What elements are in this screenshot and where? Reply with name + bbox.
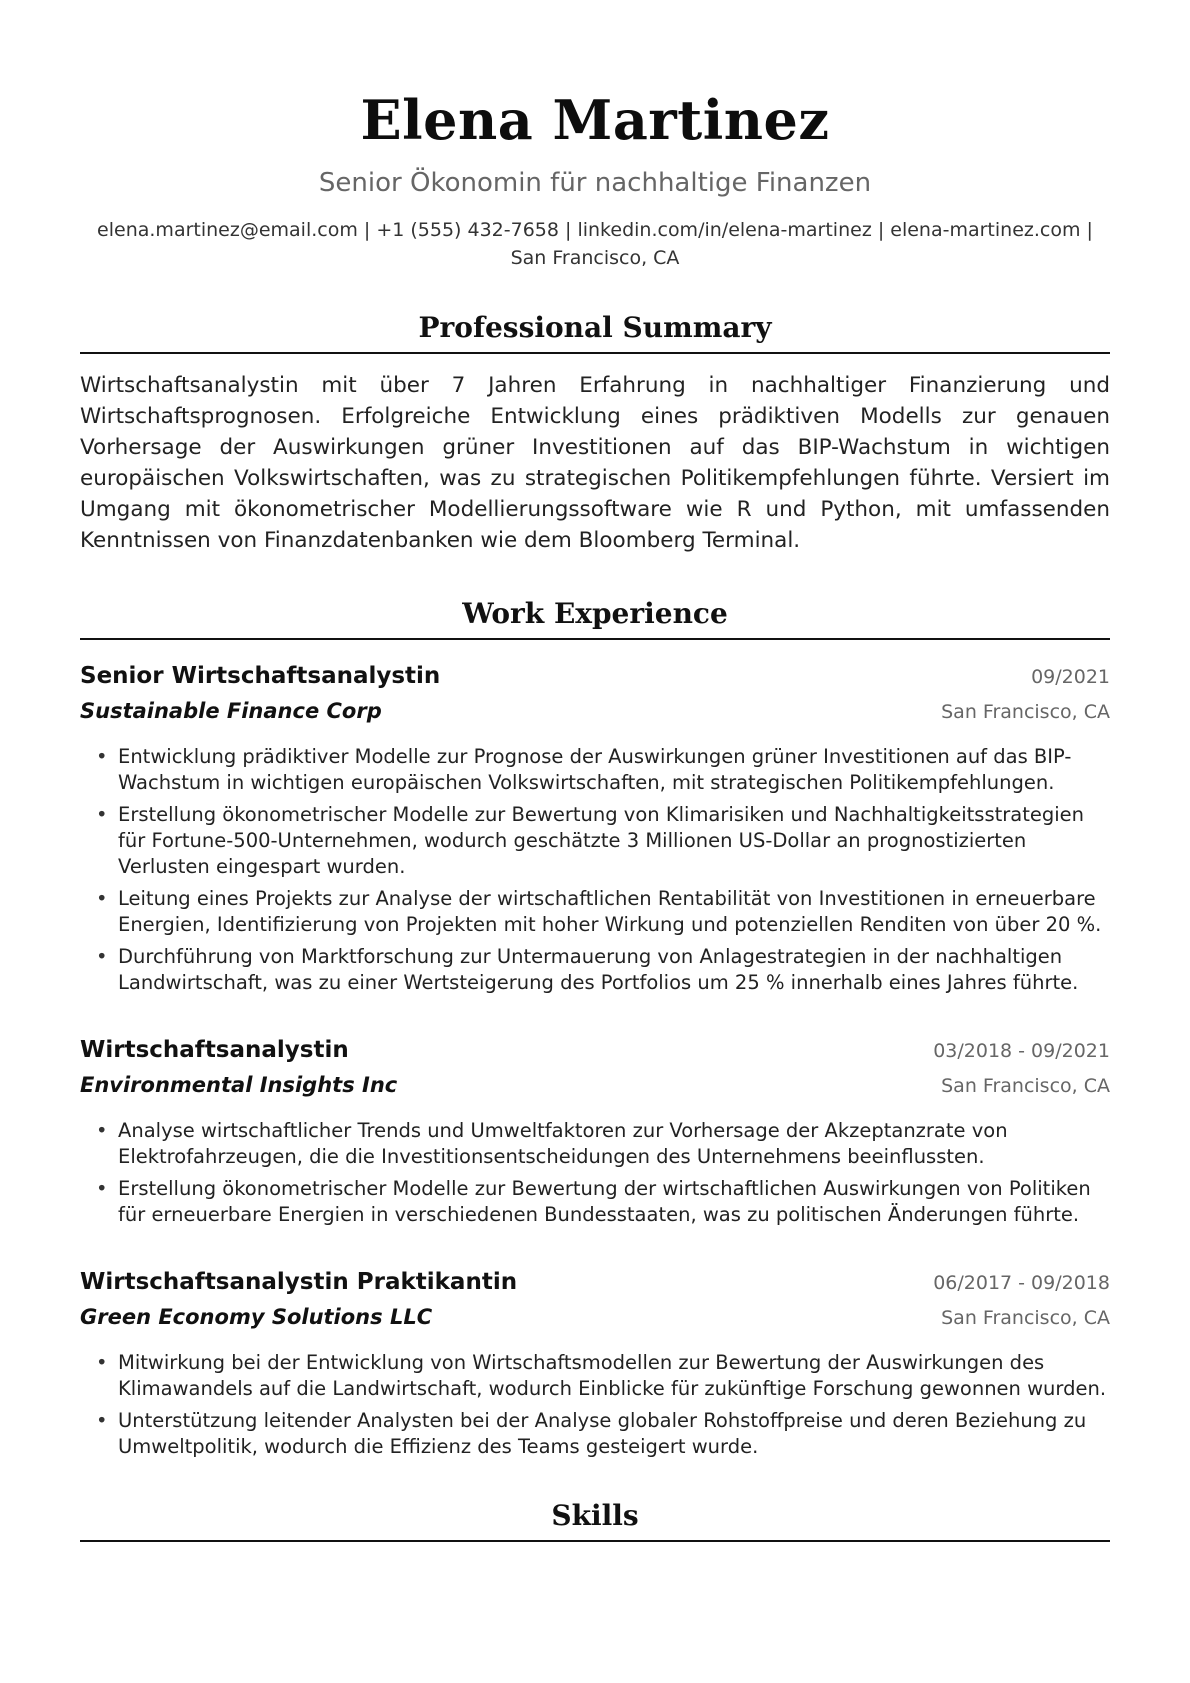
company-name: Green Economy Solutions LLC xyxy=(80,1305,433,1329)
section-title-work: Work Experience xyxy=(80,596,1110,640)
job-date: 03/2018 - 09/2021 xyxy=(933,1040,1110,1062)
bullet-item: • Analyse wirtschaftlicher Trends und Umweltfaktoren zur Vorhersage der Akzeptanzrate von Elektrofahrzeugen, die die Investitionsentscheidungen des Unternehmens beeinflussten. xyxy=(80,1118,1110,1170)
job-location: San Francisco, CA xyxy=(941,701,1110,723)
bullet-item: • Erstellung ökonometrischer Modelle zur Bewertung von Klimarisiken und Nachhaltigkeitsstrategien für Fortune-500-Unternehmen, wodurch geschätzte 3 Millionen US-Dollar an prognostizierten Verlusten eingespart wurden. xyxy=(80,802,1110,880)
bullet-item: • Durchführung von Marktforschung zur Untermauerung von Anlagestrategien in der nachhaltigen Landwirtschaft, was zu einer Wertsteigerung des Portfolios um 25 % innerhalb eines Jahres führte. xyxy=(80,944,1110,996)
job-bullets xyxy=(80,1118,1110,1228)
work-experience-section xyxy=(80,596,1110,1460)
job-entry xyxy=(80,660,1110,996)
job-title: Wirtschaftsanalystin xyxy=(80,1037,349,1063)
bullet-item: • Entwicklung prädiktiver Modelle zur Prognose der Auswirkungen grüner Investitionen auf das BIP-Wachstum in wichtigen europäischen Volkswirtschaften, mit strategischen Politikempfehlungen. xyxy=(80,744,1110,796)
skills-section xyxy=(80,1498,1110,1542)
job-title: Senior Wirtschaftsanalystin xyxy=(80,663,441,689)
job-title: Wirtschaftsanalystin Praktikantin xyxy=(80,1269,518,1295)
job-entry xyxy=(80,1266,1110,1460)
candidate-name: Elena Martinez xyxy=(360,88,830,152)
candidate-subtitle: Senior Ökonomin für nachhaltige Finanzen xyxy=(318,168,872,198)
company-name: Environmental Insights Inc xyxy=(80,1073,398,1097)
job-entry xyxy=(80,1034,1110,1228)
section-title-skills: Skills xyxy=(80,1498,1110,1542)
summary-text: Wirtschaftsanalystin mit über 7 Jahren Erfahrung in nachhaltiger Finanzierung und Wirtschaftsprognosen. Erfolgreiche Entwicklung eines prädiktiven Modells zur genauen Vorhersage der Auswirkungen grüner Investitionen auf das BIP-Wachstum in wichtigen europäischen Volkswirtschaften, was zu strategischen Politikempfehlungen führte. Versiert im Umgang mit ökonometrischer Modellierungssoftware wie R und Python, mit umfassenden Kenntnissen von Finanzdatenbanken wie dem Bloomberg Terminal. xyxy=(80,373,1110,553)
bullet-item: • Mitwirkung bei der Entwicklung von Wirtschaftsmodellen zur Bewertung der Auswirkungen des Klimawandels auf die Landwirtschaft, wodurch Einblicke für zukünftige Forschung gewonnen wurden. xyxy=(80,1350,1110,1402)
job-location: San Francisco, CA xyxy=(941,1307,1110,1329)
professional-summary-section xyxy=(80,310,1110,556)
job-bullets xyxy=(80,744,1110,996)
section-title-summary: Professional Summary xyxy=(80,310,1110,354)
company-name: Sustainable Finance Corp xyxy=(80,699,382,723)
job-location: San Francisco, CA xyxy=(941,1075,1110,1097)
bullet-item: • Leitung eines Projekts zur Analyse der wirtschaftlichen Rentabilität von Investitionen in erneuerbare Energien, Identifizierung von Projekten mit hoher Wirkung und potenziellen Renditen von über 20 %. xyxy=(80,886,1110,938)
contact-line: elena.martinez@email.com | +1 (555) 432-7658 | linkedin.com/in/elena-martinez | elena-martinez.com | San Francisco, CA xyxy=(97,219,1093,269)
bullet-item: • Unterstützung leitender Analysten bei der Analyse globaler Rohstoffpreise und deren Beziehung zu Umweltpolitik, wodurch die Effizienz des Teams gesteigert wurde. xyxy=(80,1408,1110,1460)
bullet-item: • Erstellung ökonometrischer Modelle zur Bewertung der wirtschaftlichen Auswirkungen von Politiken für erneuerbare Energien in verschiedenen Bundesstaaten, was zu politischen Änderungen führte. xyxy=(80,1176,1110,1228)
job-date: 06/2017 - 09/2018 xyxy=(933,1272,1110,1294)
job-bullets xyxy=(80,1350,1110,1460)
job-date: 09/2021 xyxy=(1031,666,1110,688)
